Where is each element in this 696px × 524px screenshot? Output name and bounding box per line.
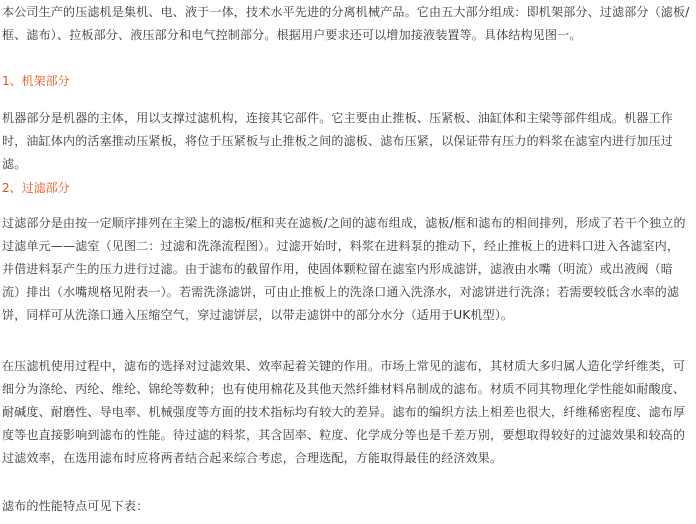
section-heading-filtration: 2、过滤部分 (2, 181, 70, 195)
filter-cloth-selection-paragraph: 在压滤机使用过程中，滤布的选择对过滤效果、效率起着关键的作用。市场上常见的滤布，其材质大多归属人造化学纤维类，可细分为涤纶、丙纶、维纶、锦纶等数种；也有使用棉花及其他天然纤維材料帛制成的滤布。材质不同其物理化学性能如耐酸度、耐碱度、耐磨性、导电率、机械强度等方面的技术指标均有较大的差异。滤布的编织方法上相差也很大，纤维稀密程度、滤布厚度等也直接影响到滤布的性能。待过滤的料浆，其含固率、粒度、化学成分等也是千差万别，要想取得较好的过滤效果和较高的过滤效率，在选用滤布时应将两者结合起来综合考虑，合理选配，方能取得最佳的经济效果。 (2, 359, 686, 465)
intro-paragraph: 本公司生产的压滤机是集机、电、液于一体，技术水平先进的分离机械产品。它由五大部分组成：即机架部分、过滤部分（滤板/框、滤布）、拉板部分、液压部分和电气控制部分。根据用户要求还可以增加接液装置等。具体结构见图一。 (2, 5, 690, 42)
article-content (2, 0, 692, 524)
filter-cloth-table-intro: 滤布的性能特点可见下表： (2, 499, 149, 513)
filtration-description-paragraph: 过滤部分是由按一定顺序排列在主梁上的滤板/框和夹在滤板/之间的滤布组成，滤板/框和滤布的相间排列，形成了若干个独立的过滤单元——滤室（见图二：过滤和洗涤流程图）。过滤开始时，料浆在进料泵的推动下，经止推板上的进料口进入各滤室内，并借进料泵产生的压力进行过滤。由于滤布的截留作用，使固体颗粒留在滤室内形成滤饼，滤液由水嘴（明流）或出液阀（暗流）排出（水嘴规格见附表一）。若需洗涤滤饼，可由止推板上的洗涤口通入洗涤水，对滤饼进行洗涤；若需要较低含水率的滤饼，同样可从洗涤口通入压缩空气，穿过滤饼层，以带走滤饼中的部分水分（适用于UK机型）。 (2, 216, 686, 322)
frame-description-paragraph: 机器部分是机器的主体，用以支撑过滤机构，连接其它部件。它主要由止推板、压紧板、油缸体和主梁等部件组成。机器工作时，油缸体内的活塞推动压紧板，将位于压紧板与止推板之间的滤板、滤布压紧，以保证带有压力的料浆在滤室内进行加压过滤。 (2, 111, 674, 171)
section-heading-frame: 1、机架部分 (2, 74, 70, 88)
